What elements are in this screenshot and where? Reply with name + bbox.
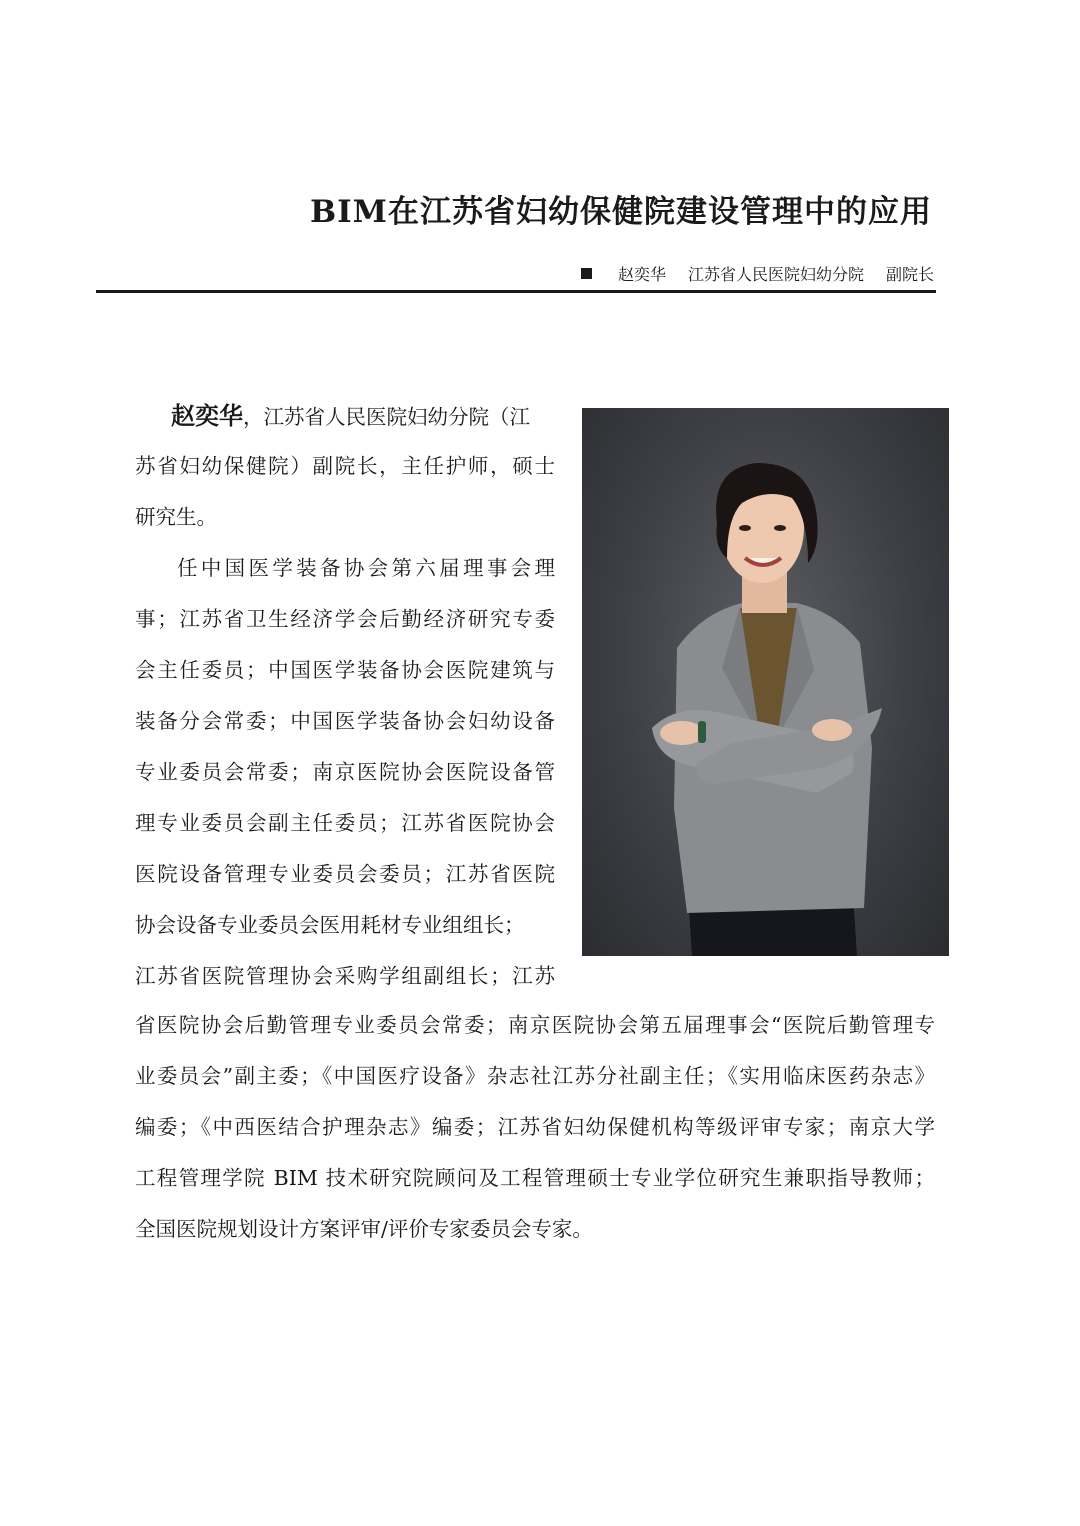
bio-line: 医院设备管理专业委员会委员；江苏省医院 bbox=[135, 862, 555, 886]
bio-line: 江苏省医院管理协会采购学组副组长；江苏 bbox=[135, 964, 555, 988]
bio-left-column bbox=[135, 390, 555, 1002]
bio-line: 全国医院规划设计方案评审/评价专家委员会专家。 bbox=[135, 1217, 593, 1241]
bio-line: 装备分会常委；中国医学装备协会妇幼设备 bbox=[135, 709, 555, 733]
bio-line: 任中国医学装备协会第六届理事会理 bbox=[177, 556, 555, 580]
bio-line: 苏省妇幼保健院）副院长，主任护师，硕士 bbox=[135, 454, 555, 478]
square-bullet-icon bbox=[581, 268, 592, 279]
author-portrait bbox=[582, 408, 949, 956]
bio-full-column bbox=[135, 1000, 935, 1255]
bio-line: 业委员会”副主委；《中国医疗设备》杂志社江苏分社副主任；《实用临床医药杂志》 bbox=[135, 1064, 935, 1088]
bio-line: 理专业委员会副主任委员；江苏省医院协会 bbox=[135, 811, 555, 835]
bio-line: 事；江苏省卫生经济学会后勤经济研究专委 bbox=[135, 607, 555, 631]
bio-line: 会主任委员；中国医学装备协会医院建筑与 bbox=[135, 658, 555, 682]
byline bbox=[581, 262, 934, 285]
bio-line: 工程管理学院 BIM 技术研究院顾问及工程管理硕士专业学位研究生兼职指导教师； bbox=[135, 1166, 935, 1190]
bio-line: 省医院协会后勤管理专业委员会常委；南京医院协会第五届理事会“医院后勤管理专 bbox=[135, 1013, 935, 1037]
title-divider bbox=[96, 290, 936, 293]
portrait-illustration bbox=[582, 408, 949, 956]
bio-name: 赵奕华 bbox=[171, 401, 243, 430]
bio-line: 编委；《中西医结合护理杂志》编委；江苏省妇幼保健机构等级评审专家；南京大学 bbox=[135, 1115, 935, 1139]
bio-line bbox=[135, 390, 555, 441]
byline-institution: 江苏省人民医院妇幼分院 bbox=[687, 265, 864, 284]
bio-line: 协会设备专业委员会医用耗材专业组组长； bbox=[135, 913, 525, 937]
bio-line: 研究生。 bbox=[135, 505, 217, 529]
bio-line: 专业委员会常委；南京医院协会医院设备管 bbox=[135, 760, 555, 784]
byline-position: 副院长 bbox=[885, 265, 934, 284]
byline-author: 赵奕华 bbox=[617, 265, 666, 284]
article-title: BIM在江苏省妇幼保健院建设管理中的应用 bbox=[309, 194, 932, 230]
bio-text: ，江苏省人民医院妇幼分院（江 bbox=[243, 405, 530, 429]
